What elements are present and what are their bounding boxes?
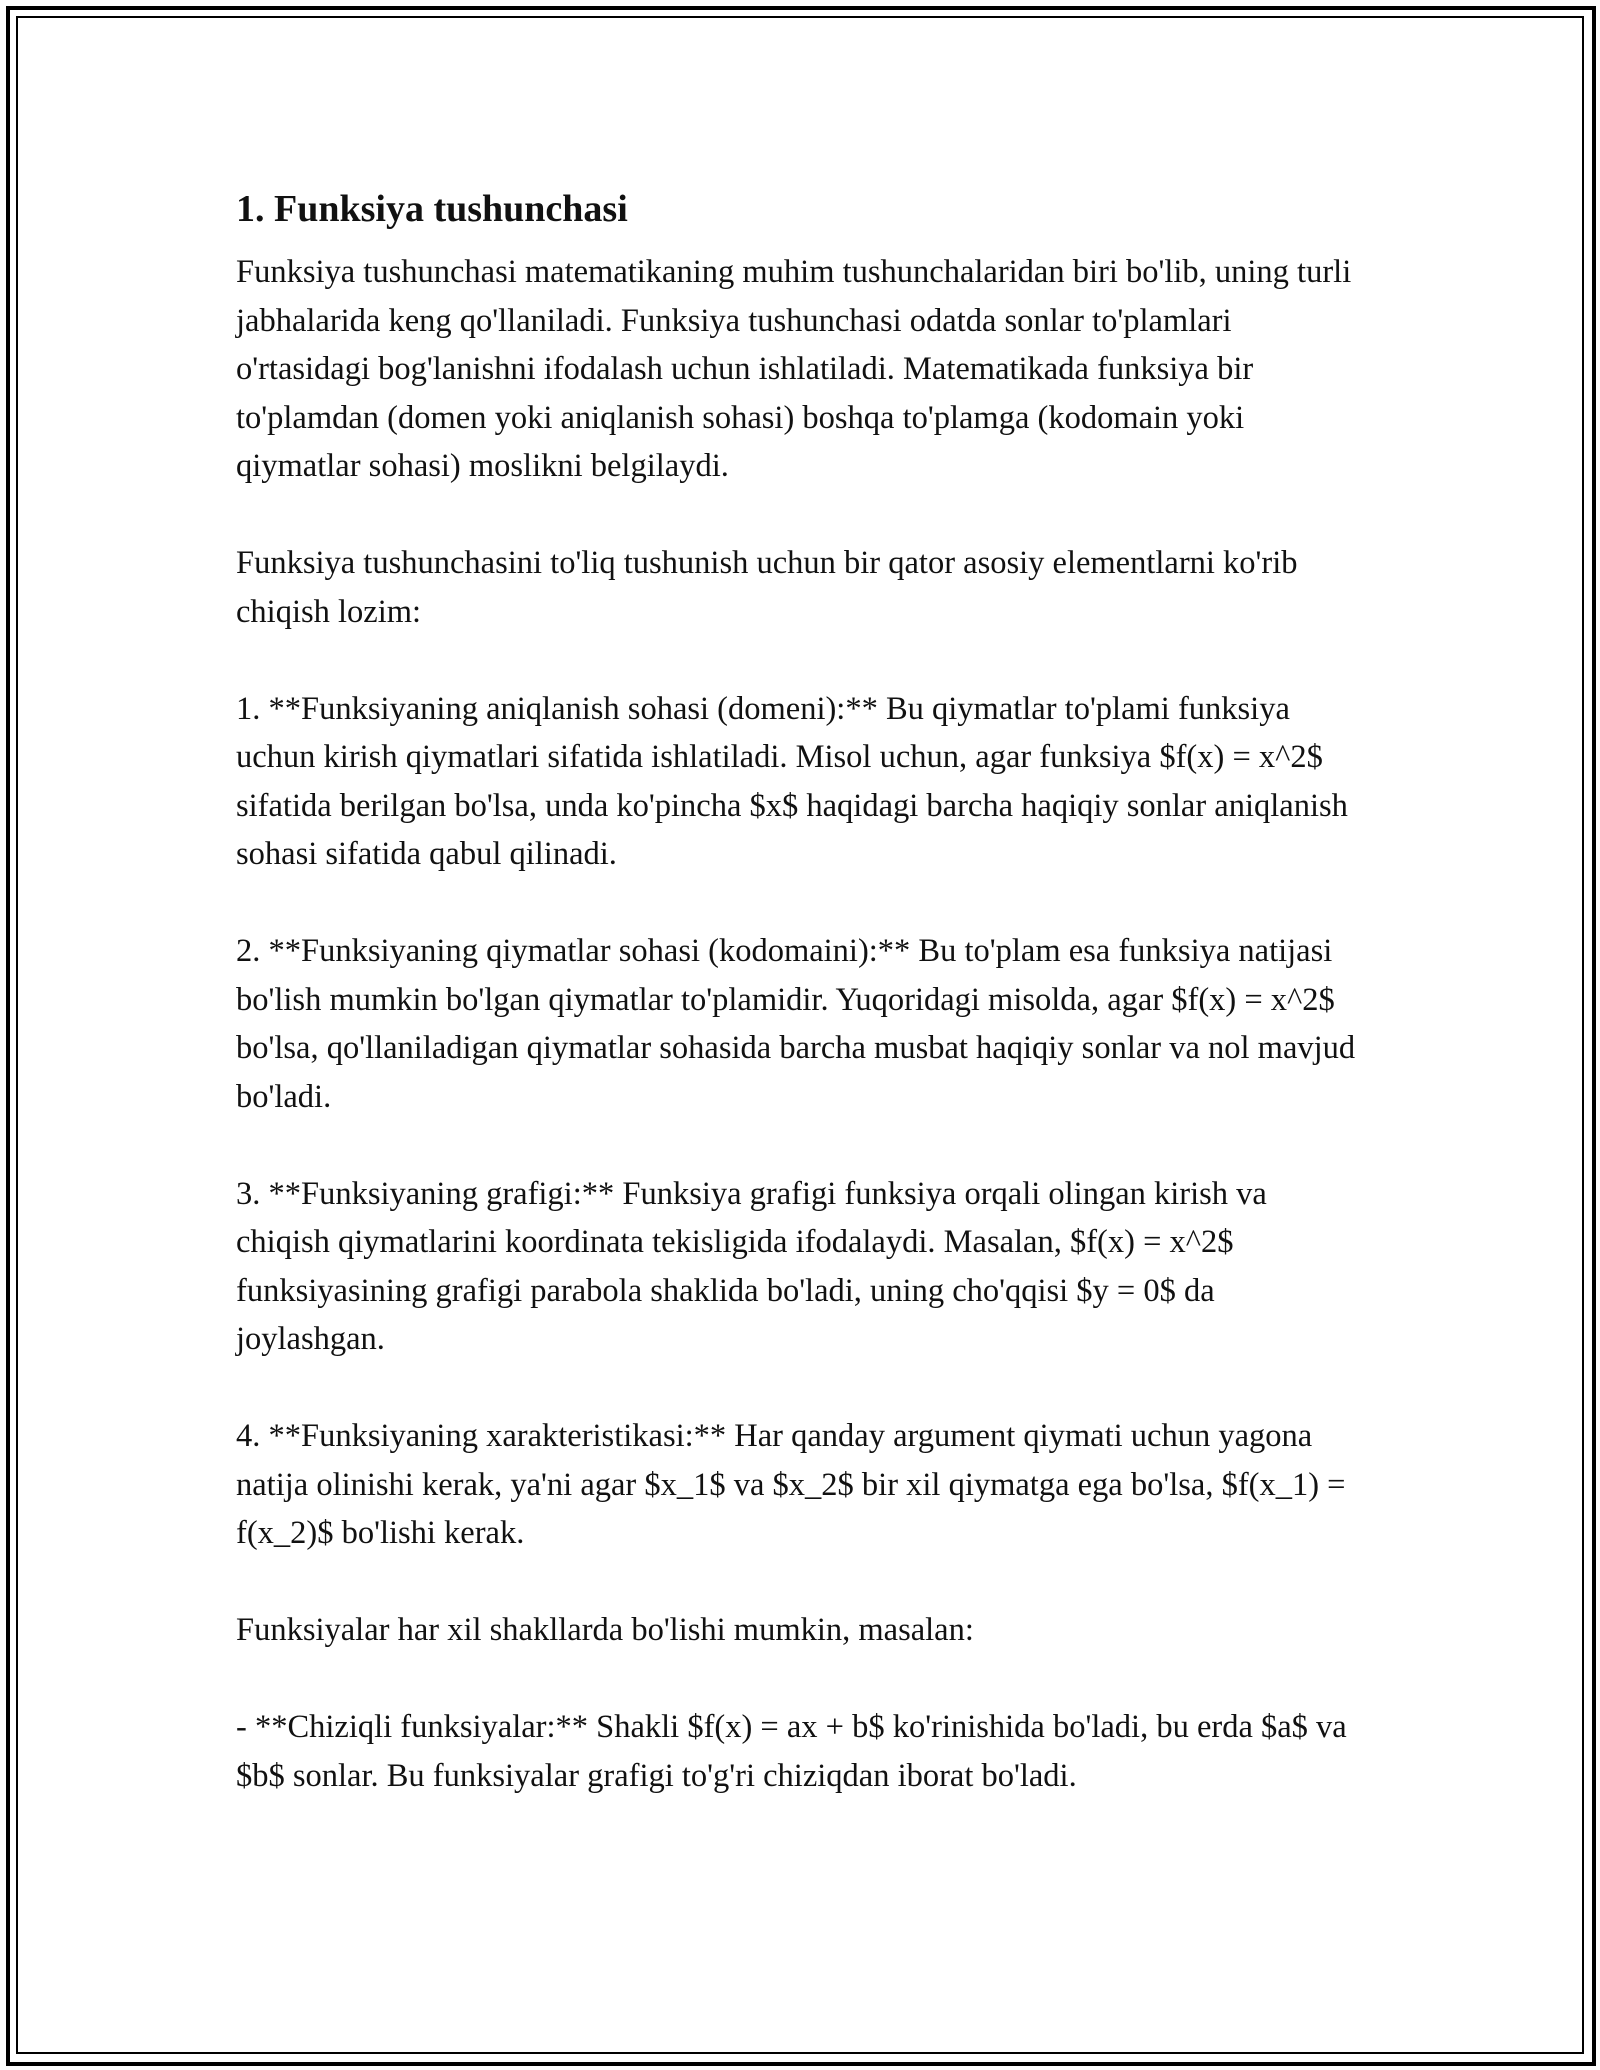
forms-intro-paragraph: Funksiyalar har xil shakllarda bo'lishi mumkin, masalan: xyxy=(236,1612,974,1648)
document-body xyxy=(236,186,1366,1849)
intro-paragraph: Funksiya tushunchasi matematikaning muhim tushunchalaridan biri bo'lib, uning turli jabhalarida keng qo'llaniladi. Funksiya tushunchasi odatda sonlar to'plamlari o'rtasidagi bog'lanishni ifodalash uchun ishlatiladi. Matematikada funksiya bir to'plamdan (domen yoki aniqlanish sohasi) boshqa to'plamga (kodomain yoki qiymatlar sohasi) moslikni belgilaydi. xyxy=(236,254,1352,484)
section-heading: 1. Funksiya tushunchasi xyxy=(236,188,628,230)
bullet-linear-functions: - **Chiziqli funksiyalar:** Shakli $f(x) = ax + b$ ko'rinishida bo'ladi, bu erda $a$ va $b$ sonlar. Bu funksiyalar grafigi to'g'ri chiziqdan iborat bo'ladi. xyxy=(236,1709,1347,1794)
list-item-domain: 1. **Funksiyaning aniqlanish sohasi (domeni):** Bu qiymatlar to'plami funksiya uchun kirish qiymatlari sifatida ishlatiladi. Misol uchun, agar funksiya $f(x) = x^2$ sifatida berilgan bo'lsa, unda ko'pincha $x$ haqidagi barcha haqiqiy sonlar aniqlanish sohasi sifatida qabul qilinadi. xyxy=(236,690,1348,872)
list-item-codomain: 2. **Funksiyaning qiymatlar sohasi (kodomaini):** Bu to'plam esa funksiya natijasi bo'lish mumkin bo'lgan qiymatlar to'plamidir. Yuqoridagi misolda, agar $f(x) = x^2$ bo'lsa, qo'llaniladigan qiymatlar sohasida barcha musbat haqiqiy sonlar va nol mavjud bo'ladi. xyxy=(236,933,1356,1115)
elements-intro-paragraph: Funksiya tushunchasini to'liq tushunish uchun bir qator asosiy elementlarni ko'rib chiqish lozim: xyxy=(236,545,1298,630)
list-item-characteristic: 4. **Funksiyaning xarakteristikasi:** Har qanday argument qiymati uchun yagona natija olinishi kerak, ya'ni agar $x_1$ va $x_2$ bir xil qiymatga ega bo'lsa, $f(x_1) = f(x_2)$ bo'lishi kerak. xyxy=(236,1418,1346,1551)
list-item-graph: 3. **Funksiyaning grafigi:** Funksiya grafigi funksiya orqali olingan kirish va chiqish qiymatlarini koordinata tekisligida ifodalaydi. Masalan, $f(x) = x^2$ funksiyasining grafigi parabola shaklida bo'ladi, uning cho'qqisi $y = 0$ da joylashgan. xyxy=(236,1175,1267,1357)
